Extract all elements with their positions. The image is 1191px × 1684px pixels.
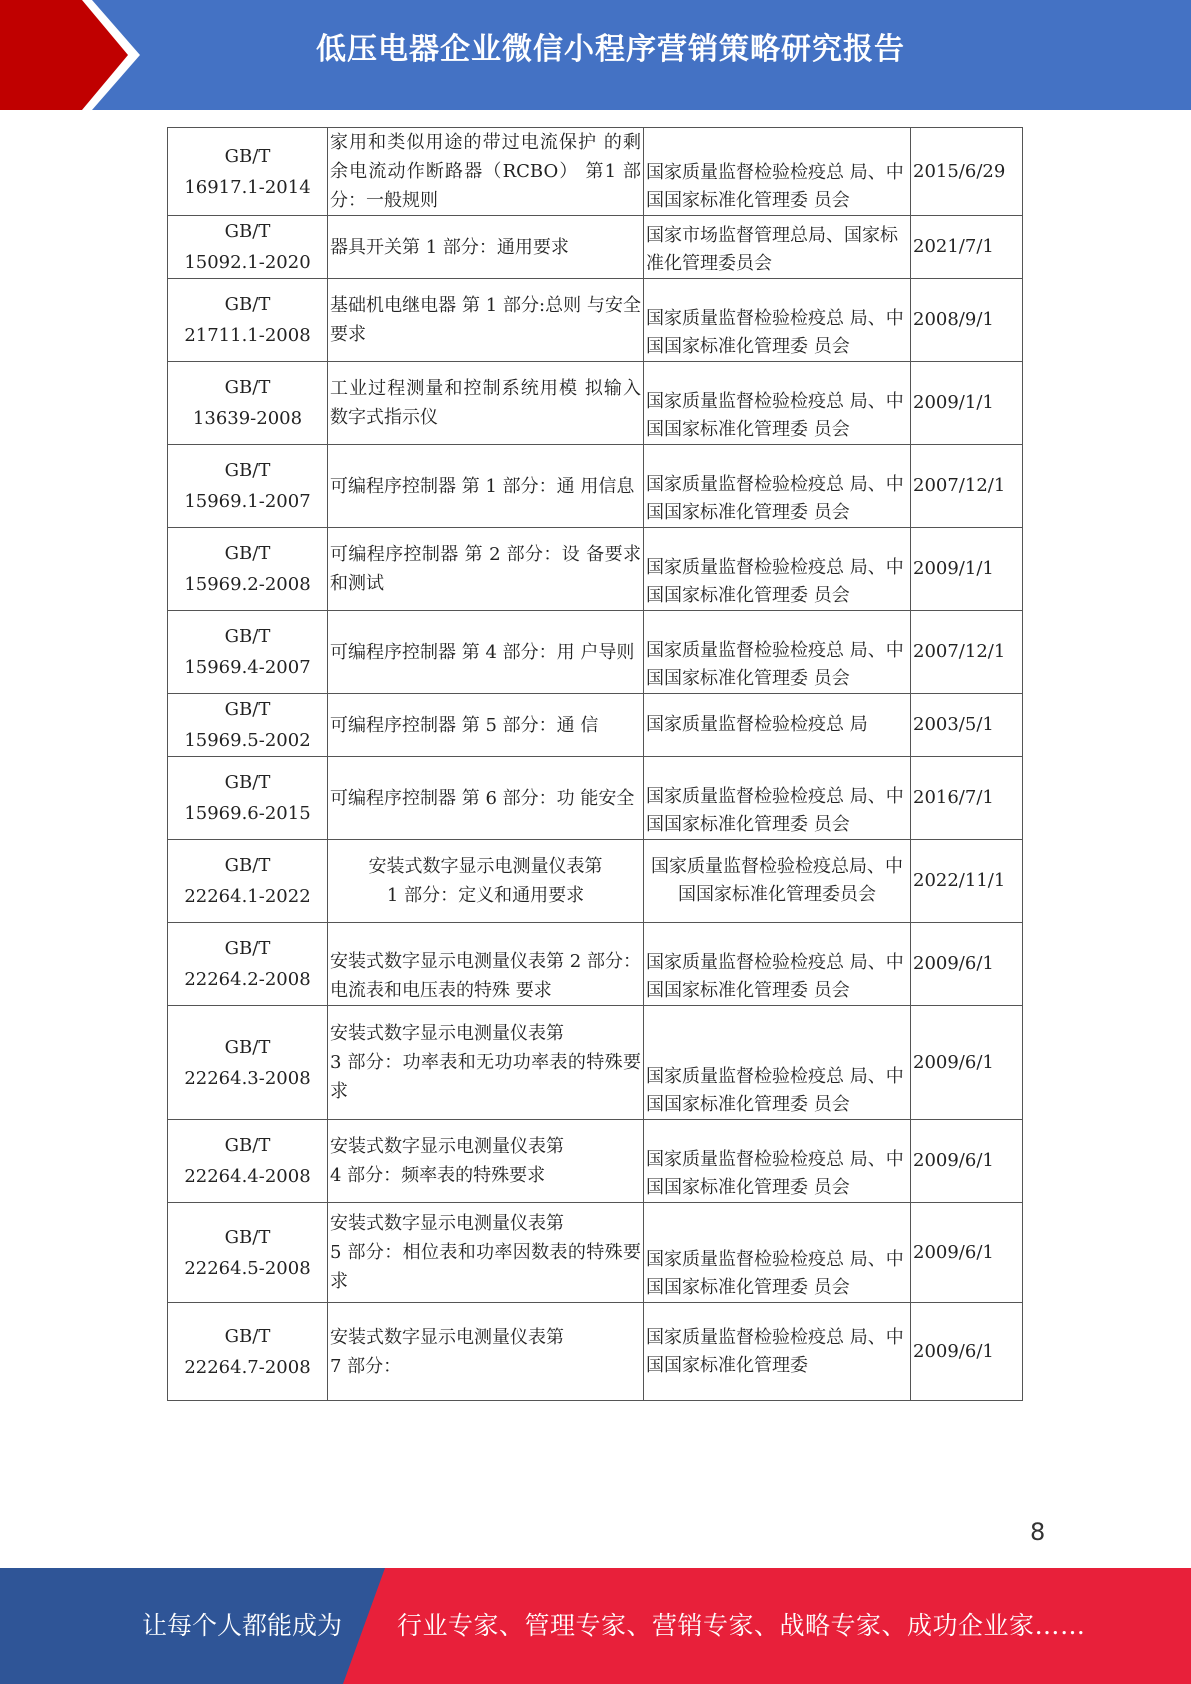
table-row [168,694,1023,757]
table-row [168,611,1023,694]
standard-issuer: 国家质量监督检验检疫总 局、中国国家标准化管理委 [644,1303,911,1401]
standard-issuer: 国家质量监督检验检疫总 局、中国国家标准化管理委 员会 [644,1120,911,1203]
effective-date: 2009/6/1 [911,1203,1023,1303]
standard-title: 家用和类似用途的带过电流保护 的剩余电流动作断路器（RCBO） 第1 部分：一般规则 [328,128,644,216]
table-row [168,216,1023,279]
standard-title: 安装式数字显示电测量仪表第 5 部分：相位表和功率因数表的特殊要求 [328,1203,644,1303]
effective-date: 2007/12/1 [911,611,1023,694]
standard-title: 安装式数字显示电测量仪表第 1 部分：定义和通用要求 [328,840,644,923]
table-row [168,757,1023,840]
standard-code: GB/T 22264.4-2008 [168,1120,328,1203]
standard-issuer: 国家质量监督检验检疫总 局、中国国家标准化管理委 员会 [644,279,911,362]
table-row [168,1120,1023,1203]
effective-date: 2008/9/1 [911,279,1023,362]
standard-code: GB/T 16917.1-2014 [168,128,328,216]
effective-date: 2009/6/1 [911,1120,1023,1203]
standard-code: GB/T 22264.3-2008 [168,1006,328,1120]
table-row [168,840,1023,923]
effective-date: 2009/6/1 [911,1303,1023,1401]
standard-title: 可编程序控制器 第 5 部分：通 信 [328,694,644,757]
standard-code: GB/T 22264.2-2008 [168,923,328,1006]
standard-issuer: 国家质量监督检验检疫总 局、中国国家标准化管理委 员会 [644,445,911,528]
footer-slogan-left: 让每个人都能成为 [142,1611,343,1640]
standards-table [167,127,1023,1401]
table-row [168,362,1023,445]
standard-title: 安装式数字显示电测量仪表第 4 部分：频率表的特殊要求 [328,1120,644,1203]
table-row [168,1203,1023,1303]
standard-title: 工业过程测量和控制系统用模 拟输入数字式指示仪 [328,362,644,445]
standard-issuer: 国家质量监督检验检疫总 局、中国国家标准化管理委 员会 [644,923,911,1006]
standard-issuer: 国家市场监督管理总局、国家标准化管理委员会 [644,216,911,279]
standard-code: GB/T 15969.5-2002 [168,694,328,757]
table-row [168,128,1023,216]
standard-code: GB/T 13639-2008 [168,362,328,445]
table-row [168,923,1023,1006]
effective-date: 2022/11/1 [911,840,1023,923]
standard-title: 可编程序控制器 第 2 部分：设 备要求和测试 [328,528,644,611]
effective-date: 2009/6/1 [911,923,1023,1006]
effective-date: 2007/12/1 [911,445,1023,528]
table-row [168,1303,1023,1401]
effective-date: 2015/6/29 [911,128,1023,216]
standard-title: 基础机电继电器 第 1 部分:总则 与安全要求 [328,279,644,362]
standard-code: GB/T 15969.4-2007 [168,611,328,694]
table-row [168,528,1023,611]
standard-code: GB/T 15092.1-2020 [168,216,328,279]
table-row [168,1006,1023,1120]
standard-code: GB/T 15969.1-2007 [168,445,328,528]
effective-date: 2009/6/1 [911,1006,1023,1120]
report-title: 低压电器企业微信小程序营销策略研究报告 [316,32,905,67]
page-header [0,0,1191,110]
standard-issuer: 国家质量监督检验检疫总 局、中国国家标准化管理委 员会 [644,528,911,611]
standard-title: 安装式数字显示电测量仪表第 2 部分：电流表和电压表的特殊 要求 [328,923,644,1006]
standard-issuer: 国家质量监督检验检疫总 局、中国国家标准化管理委 员会 [644,1203,911,1303]
standard-title: 可编程序控制器 第 1 部分：通 用信息 [328,445,644,528]
effective-date: 2021/7/1 [911,216,1023,279]
standard-title: 安装式数字显示电测量仪表第 7 部分： [328,1303,644,1401]
standard-issuer: 国家质量监督检验检疫总局、中国国家标准化管理委员会 [644,840,911,923]
page-number: 8 [1030,1518,1046,1546]
effective-date: 2016/7/1 [911,757,1023,840]
standard-code: GB/T 15969.2-2008 [168,528,328,611]
standard-title: 可编程序控制器 第 4 部分：用 户导则 [328,611,644,694]
standard-issuer: 国家质量监督检验检疫总 局、中国国家标准化管理委 员会 [644,128,911,216]
standard-issuer: 国家质量监督检验检疫总 局、中国国家标准化管理委 员会 [644,757,911,840]
page-footer [0,1568,1191,1684]
standard-code: GB/T 22264.1-2022 [168,840,328,923]
standard-title: 安装式数字显示电测量仪表第 3 部分：功率表和无功功率表的特殊要求 [328,1006,644,1120]
standard-code: GB/T 22264.7-2008 [168,1303,328,1401]
standard-code: GB/T 15969.6-2015 [168,757,328,840]
table-row [168,279,1023,362]
standard-title: 器具开关第 1 部分：通用要求 [328,216,644,279]
effective-date: 2009/1/1 [911,362,1023,445]
effective-date: 2003/5/1 [911,694,1023,757]
standard-issuer: 国家质量监督检验检疫总 局、中国国家标准化管理委 员会 [644,1006,911,1120]
standard-issuer: 国家质量监督检验检疫总 局、中国国家标准化管理委 员会 [644,362,911,445]
effective-date: 2009/1/1 [911,528,1023,611]
standard-issuer: 国家质量监督检验检疫总 局 [644,694,911,757]
standard-code: GB/T 22264.5-2008 [168,1203,328,1303]
footer-slogan-right: 行业专家、管理专家、营销专家、战略专家、成功企业家…… [397,1611,1086,1640]
standard-issuer: 国家质量监督检验检疫总 局、中国国家标准化管理委 员会 [644,611,911,694]
standard-title: 可编程序控制器 第 6 部分：功 能安全 [328,757,644,840]
table-row [168,445,1023,528]
standard-code: GB/T 21711.1-2008 [168,279,328,362]
